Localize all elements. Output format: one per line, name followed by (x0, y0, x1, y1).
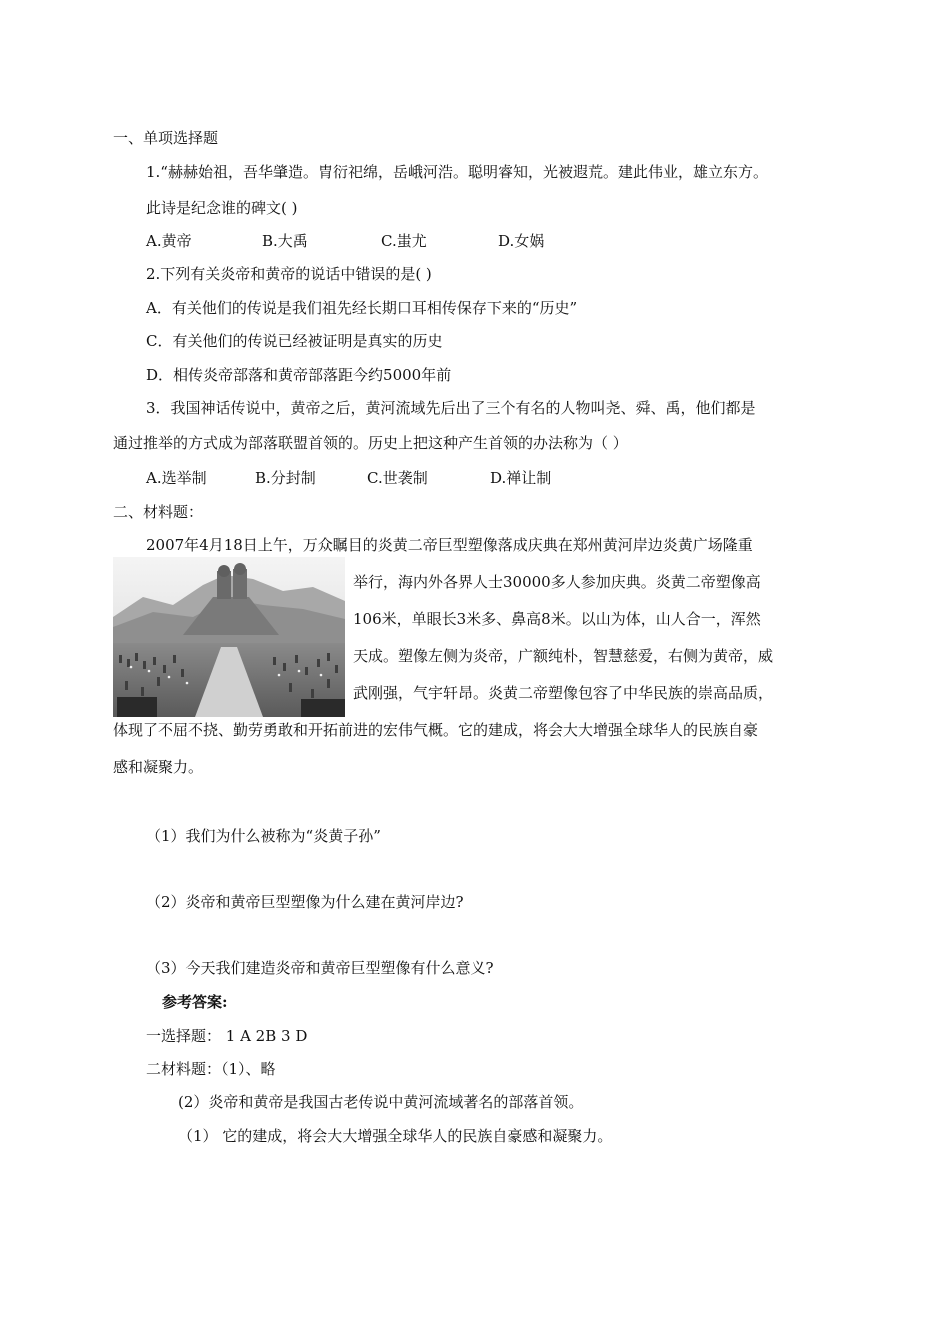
q1-option-a: A.黄帝 (146, 232, 192, 250)
material-question-2: （2）炎帝和黄帝巨型塑像为什么建在黄河岸边? (146, 893, 464, 911)
material-question-1: （1）我们为什么被称为“炎黄子孙” (146, 827, 381, 845)
question-1-line-2: 此诗是纪念谁的碑文( ) (146, 199, 298, 217)
q2-option-d: D．相传炎帝部落和黄帝部落距今约5000年前 (146, 366, 452, 384)
q2-option-a: A．有关他们的传说是我们祖先经长期口耳相传保存下来的“历史” (146, 299, 578, 317)
material-line-5: 武刚强，气宇轩昂。炎黄二帝塑像包容了中华民族的崇高品质， (353, 684, 774, 702)
question-1-line-1: 1.“赫赫始祖，吾华肇造。胄衍祀绵，岳峨河浩。聪明睿知，光被遐荒。建此伟业，雄立东方。 (146, 163, 768, 181)
q1-option-d: D.女娲 (498, 232, 545, 250)
material-line-1: 2007年4月18日上午，万众瞩目的炎黄二帝巨型塑像落成庆典在郑州黄河岸边炎黄广场隆重 (146, 536, 753, 554)
material-question-3: （3）今天我们建造炎帝和黄帝巨型塑像有什么意义? (146, 959, 494, 977)
question-2-stem: 2.下列有关炎帝和黄帝的说话中错误的是( ) (146, 265, 432, 283)
answers-choice: 一选择题： 1 A 2B 3 D (146, 1027, 308, 1045)
answers-material-1: 二材料题：（1）、略 (146, 1060, 276, 1078)
section-heading-material: 二、材料题： (113, 503, 204, 521)
answers-material-3: （1） 它的建成，将会大大增强全球华人的民族自豪感和凝聚力。 (178, 1127, 613, 1145)
q2-option-c: C．有关他们的传说已经被证明是真实的历史 (146, 332, 443, 350)
material-line-4: 天成。塑像左侧为炎帝，广额纯朴，智慧慈爱，右侧为黄帝，威 (353, 647, 774, 665)
q3-option-a: A.选举制 (146, 469, 207, 487)
q3-option-d: D.禅让制 (490, 469, 552, 487)
material-line-3: 106米，单眼长3米多、鼻高8米。以山为体，山人合一，浑然 (353, 610, 761, 628)
q3-option-b: B.分封制 (255, 469, 316, 487)
q1-option-b: B.大禹 (262, 232, 308, 250)
question-3-line-2: 通过推举的方式成为部落联盟首领的。历史上把这种产生首领的办法称为（ ） (113, 434, 628, 452)
statue-photo (113, 557, 345, 717)
q1-option-c: C.蚩尤 (381, 232, 427, 250)
answers-material-2: (2）炎帝和黄帝是我国古老传说中黄河流域著名的部落首领。 (178, 1093, 584, 1111)
material-line-7: 感和凝聚力。 (113, 758, 204, 776)
answers-heading: 参考答案: (162, 993, 228, 1011)
material-line-6: 体现了不屈不挠、勤劳勇敢和开拓前进的宏伟气概。它的建成，将会大大增强全球华人的民族自豪 (113, 721, 759, 739)
section-heading-choice: 一、单项选择题 (113, 129, 219, 147)
question-3-line-1: 3．我国神话传说中，黄帝之后，黄河流域先后出了三个有名的人物叫尧、舜、禹，他们都是 (146, 399, 756, 417)
material-line-2: 举行，海内外各界人士30000多人参加庆典。炎黄二帝塑像高 (353, 573, 761, 591)
q3-option-c: C.世袭制 (367, 469, 428, 487)
